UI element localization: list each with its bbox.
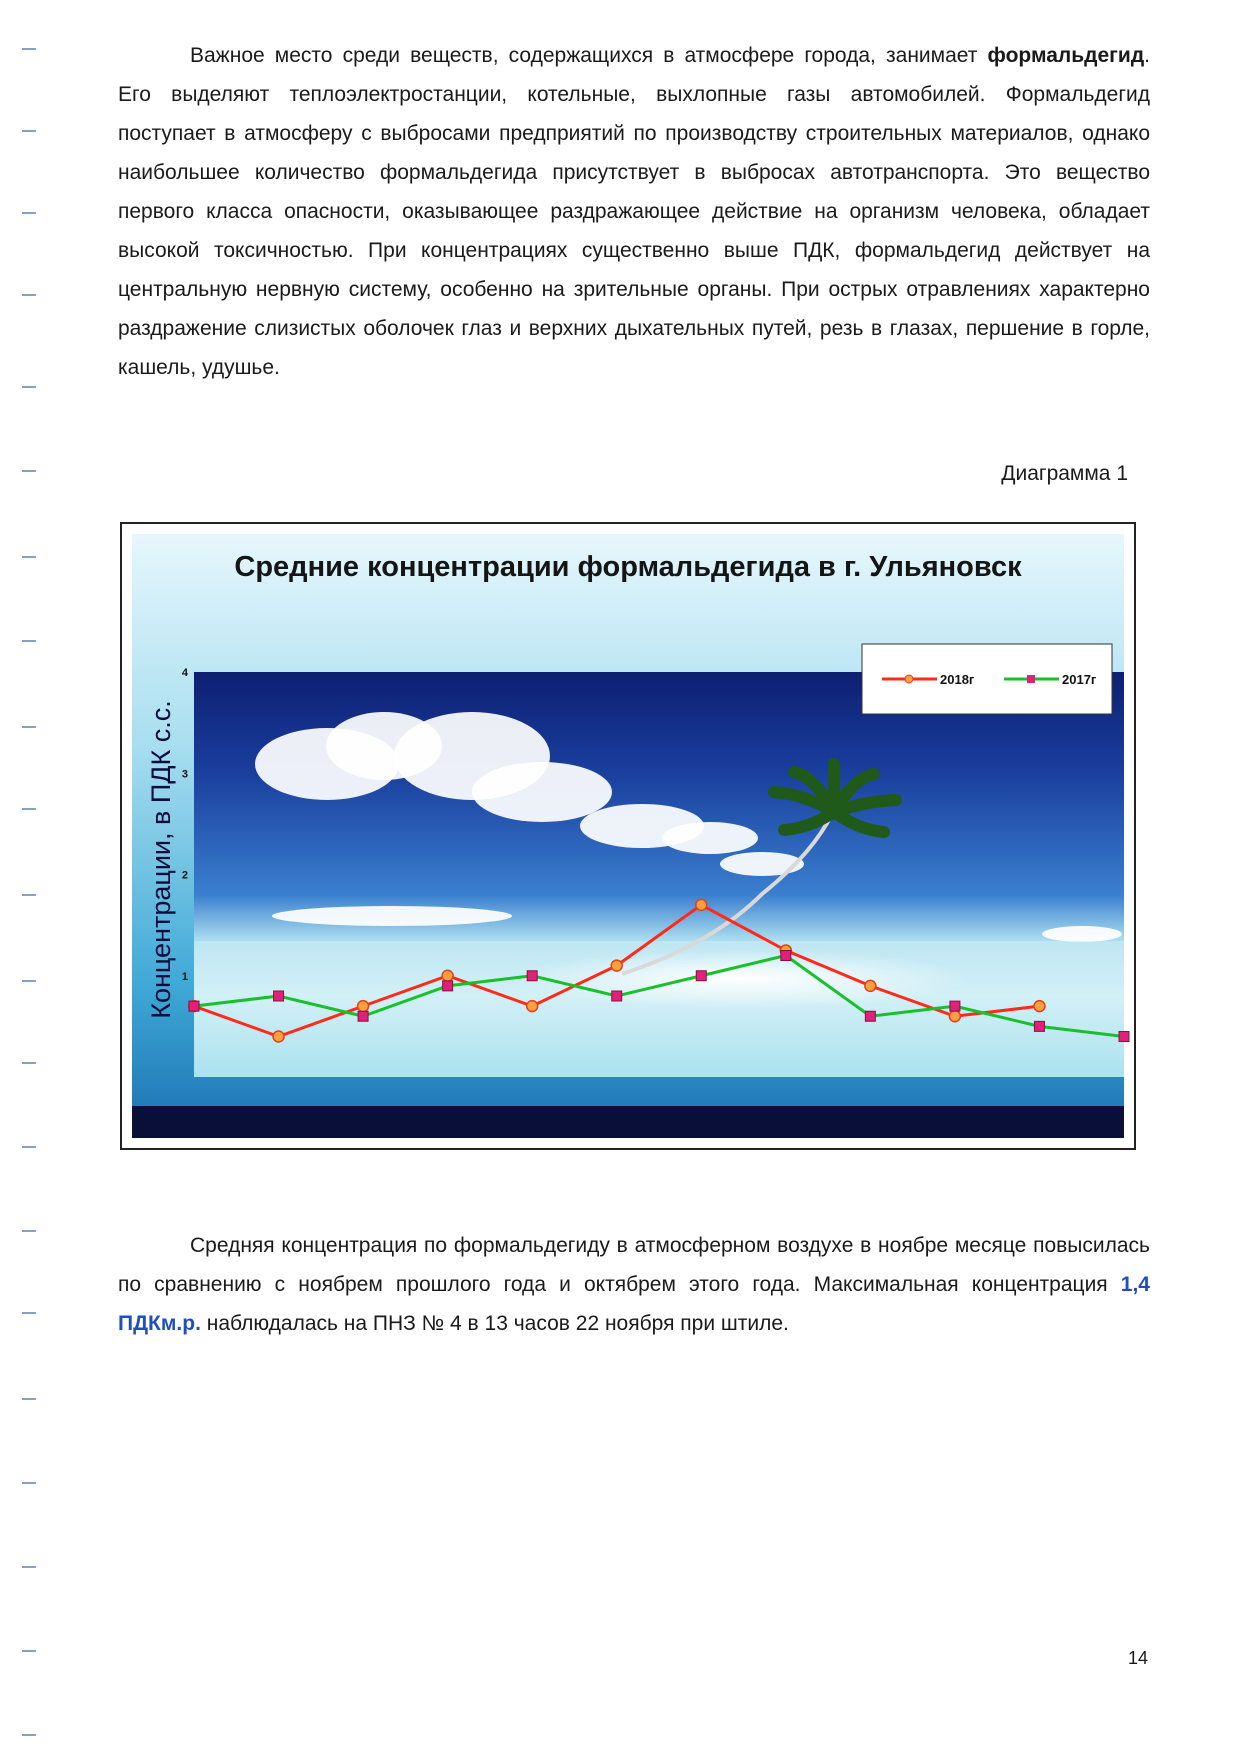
- data-point: [696, 971, 706, 981]
- y-tick-label: 4: [181, 667, 188, 679]
- formaldehyde-chart: [122, 524, 1134, 1148]
- diagram-caption: Диаграмма 1: [1001, 462, 1128, 485]
- data-point: [865, 980, 876, 991]
- cloud: [272, 906, 512, 926]
- chart-bottom-strip: [132, 1106, 1124, 1138]
- cloud: [720, 852, 804, 876]
- cloud: [662, 822, 758, 854]
- legend-marker: [1027, 675, 1035, 683]
- legend-marker: [905, 675, 913, 683]
- data-point: [865, 1011, 875, 1021]
- summary-text-start: Средняя концентрация по формальдегиду в атмосферном воздухе в ноябре месяце повысилась по сравнению с ноябрем прошлого года и октябрем этого года. Максимальная концентрация: [118, 1234, 1150, 1296]
- summary-paragraph: [118, 1226, 1150, 1343]
- data-point: [527, 1001, 538, 1012]
- data-point: [1034, 1001, 1045, 1012]
- data-point: [358, 1011, 368, 1021]
- data-point: [443, 981, 453, 991]
- data-point: [1119, 1032, 1129, 1042]
- binding-marks: [14, 0, 44, 1753]
- data-point: [611, 960, 622, 971]
- intro-text-start: Важное место среди веществ, содержащихся в атмосфере города, занимает: [190, 44, 988, 67]
- intro-paragraph: [118, 36, 1150, 387]
- max-concentration-value: 1,4 ПДКм.р.: [118, 1273, 1150, 1335]
- chart-frame: [120, 522, 1136, 1150]
- data-point: [274, 991, 284, 1001]
- legend-label: 2017г: [1062, 672, 1097, 687]
- data-point: [781, 951, 791, 961]
- legend-label: 2018г: [940, 672, 975, 687]
- intro-text-end: . Его выделяют теплоэлектростанции, котельные, выхлопные газы автомобилей. Формальдегид поступает в атмосферу с выбросами предприятий по производству строительных материалов, однако наибольшее количество формальдегида присутствует в выбросах автотранспорта. Это вещество первого класса опасности, оказывающее раздражающее действие на организм человека, обладает высокой токсичностью. При концентрациях существенно выше ПДК, формальдегид действует на центральную нервную систему, особенно на зрительные органы. При острых отравлениях характерно раздражение слизистых оболочек глаз и верхних дыхательных путей, резь в глазах, першение в горле, кашель, удушье.: [118, 44, 1150, 379]
- data-point: [273, 1031, 284, 1042]
- y-axis-label: Концентрации, в ПДК с.с.: [146, 700, 176, 1019]
- data-point: [442, 970, 453, 981]
- intro-bold-term: формальдегид: [987, 44, 1145, 67]
- summary-text-end: наблюдалась на ПНЗ № 4 в 13 часов 22 ноября при штиле.: [200, 1312, 789, 1335]
- data-point: [612, 991, 622, 1001]
- data-point: [950, 1001, 960, 1011]
- data-point: [1034, 1021, 1044, 1031]
- data-point: [189, 1001, 199, 1011]
- cloud: [1042, 926, 1122, 942]
- cloud: [472, 762, 612, 822]
- chart-legend: [862, 644, 1112, 714]
- data-point: [949, 1011, 960, 1022]
- chart-title: Средние концентрации формальдегида в г. Ульяновск: [234, 551, 1022, 583]
- data-point: [696, 899, 707, 910]
- y-tick-label: 3: [181, 768, 188, 781]
- sand-island: [512, 949, 972, 1009]
- page-number: 14: [1127, 1648, 1148, 1668]
- y-tick-label: 2: [181, 869, 188, 882]
- y-tick-label: 1: [181, 970, 188, 983]
- data-point: [358, 1001, 369, 1012]
- data-point: [527, 971, 537, 981]
